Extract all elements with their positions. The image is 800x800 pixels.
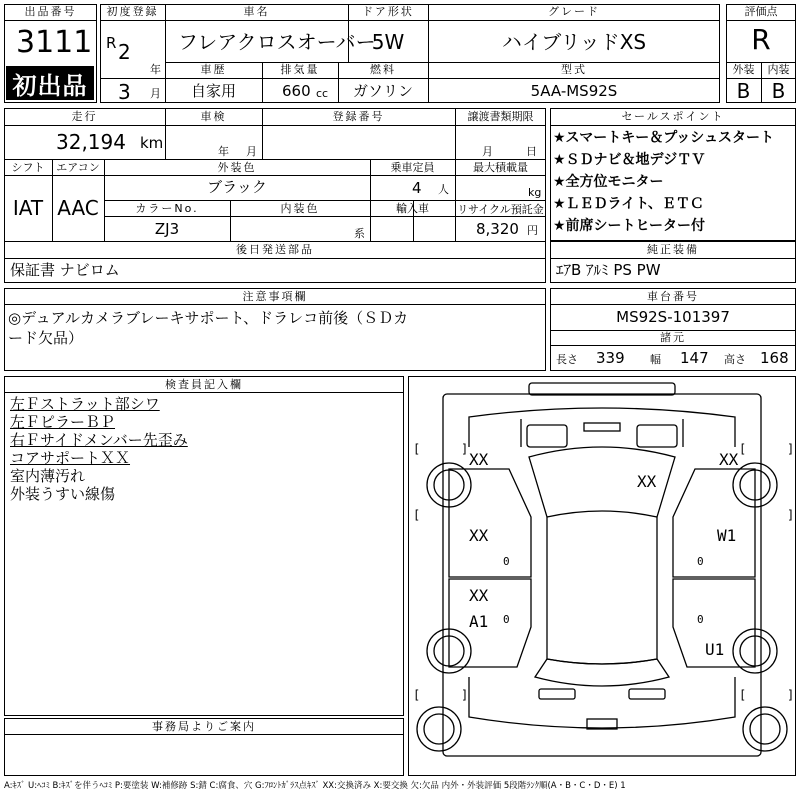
displacement-label: 排気量 — [280, 63, 320, 76]
inspector-note: 左ＦピラーＢＰ — [10, 413, 116, 431]
inspector-note: 外装うすい線傷 — [10, 485, 116, 503]
displacement-unit: cc — [316, 87, 329, 100]
inspector-note: 室内薄汚れ — [10, 467, 86, 485]
door-type: 5W — [371, 30, 405, 54]
inspector-label: 検査員記入欄 — [165, 378, 243, 391]
mileage-unit: km — [140, 134, 164, 152]
model-name: フレアクロスオーバー — [178, 30, 376, 54]
reg-month: 3 — [118, 80, 131, 104]
color-label: 外装色 — [217, 161, 257, 174]
bracket-left: [ — [413, 442, 421, 456]
inspector-note: 左Ｆストラット部シワ — [10, 395, 160, 413]
reg-month-unit: 月 — [150, 87, 161, 100]
damage-mark: XX — [469, 450, 489, 469]
damage-mark: XX — [637, 472, 657, 491]
zero-mark: 0 — [503, 555, 510, 568]
colorno-label: カラーNo. — [135, 202, 199, 215]
damage-mark: XX — [469, 526, 489, 545]
first-listing-badge: 初出品 — [6, 66, 94, 100]
inspector-note: 右Ｆサイドメンバー先歪み — [10, 431, 188, 449]
import-label: 輸入車 — [396, 202, 429, 215]
score-value: R — [751, 23, 771, 56]
lot-number: 3111 — [16, 25, 93, 60]
reg-label: 初度登録 — [106, 5, 159, 18]
lot-no-label: 出品番号 — [24, 5, 77, 18]
damage-diagram — [408, 376, 796, 776]
capacity-unit: 人 — [438, 183, 449, 196]
reg-year: 2 — [118, 40, 131, 64]
sales-item: ★スマートキー＆プッシュスタート — [553, 130, 775, 146]
chassis-label: 車台番号 — [647, 290, 699, 303]
capacity-value: 4 — [412, 179, 422, 197]
dims-label: 諸元 — [660, 331, 686, 344]
mileage-value: 32,194 — [56, 130, 126, 154]
maxload-label: 最大積載量 — [473, 161, 528, 174]
mileage-label: 走行 — [71, 110, 98, 123]
type-label: 型式 — [561, 63, 587, 76]
length-value: 339 — [596, 349, 625, 367]
shift-label: シフト — [11, 161, 45, 174]
length-label: 長さ — [556, 353, 578, 366]
damage-mark: U1 — [705, 640, 725, 659]
sales-item: ★ＳＤナビ＆地デジＴＶ — [553, 152, 706, 168]
capacity-label: 乗車定員 — [390, 161, 435, 174]
bracket-left: [ — [739, 688, 747, 702]
inspection-month: 月 — [246, 145, 257, 158]
history-value: 自家用 — [190, 82, 236, 100]
damage-mark: A1 — [469, 612, 489, 631]
inspector-note: コアサポートＸＸ — [10, 449, 131, 467]
width-label: 幅 — [650, 353, 661, 366]
colorno-value: ZJ3 — [154, 220, 180, 238]
legend-footer: A:ｷｽﾞ U:ﾍｺﾐ B:ｷｽﾞを伴うﾍｺﾐ P:要塗装 W:補修跡 S:錆 C:腐食、穴 G:ﾌﾛﾝﾄｶﾞﾗｽ点ｷｽﾞ XX:交換済み X:要交換 欠:欠品 内外・外装評価 5段階ﾗﾝｸ順(A・B・C・D・E) 1 — [4, 781, 626, 791]
recycle-unit: 円 — [527, 224, 538, 237]
transfer-month: 月 — [482, 145, 493, 158]
bracket-left: [ — [413, 688, 421, 702]
bracket-right: ] — [787, 442, 795, 456]
transfer-label: 譲渡書類期限 — [467, 110, 534, 123]
height-value: 168 — [760, 349, 789, 367]
equipment-value: ｴｱB ｱﾙﾐ PS PW — [556, 261, 661, 279]
ext-score: B — [736, 79, 751, 103]
plate-label: 登録番号 — [332, 110, 385, 123]
sales-item: ★前席シートヒーター付 — [553, 218, 705, 234]
damage-mark: XX — [469, 586, 489, 605]
inspection-label: 車検 — [200, 110, 227, 123]
caution-label: 注意事項欄 — [242, 290, 308, 303]
fuel-label: 燃料 — [370, 63, 396, 76]
reg-era: R — [106, 34, 117, 52]
shift-value: IAT — [12, 196, 44, 220]
width-value: 147 — [680, 349, 709, 367]
sales-item: ★全方位モニター — [553, 174, 664, 190]
damage-mark: XX — [719, 450, 739, 469]
interior-unit: 系 — [354, 227, 365, 240]
inspection-year: 年 — [218, 145, 229, 158]
recycle-value: 8,320 — [476, 220, 519, 238]
model-label: 車名 — [243, 5, 270, 18]
maxload-unit: kg — [528, 186, 542, 199]
interior-label: 内装色 — [280, 202, 320, 215]
bracket-right: ] — [461, 688, 469, 702]
bracket-right: ] — [787, 508, 795, 522]
caution-line: ◎デュアルカメラブレーキサポート、ドラレコ前後（ＳＤカ — [8, 309, 409, 327]
later-parts-value: 保証書 ナビロム — [10, 261, 120, 279]
grade-value: ハイブリッドXS — [501, 30, 647, 54]
type-value: 5AA-MS92S — [530, 82, 618, 100]
caution-line: ード欠品） — [8, 329, 84, 347]
zero-mark: 0 — [697, 613, 704, 626]
office-label: 事務局よりご案内 — [152, 720, 256, 733]
ext-label: 外装 — [732, 63, 755, 76]
damage-mark: W1 — [717, 526, 737, 545]
recycle-label: リサイクル預託金 — [457, 203, 544, 216]
history-label: 車歴 — [200, 63, 227, 76]
chassis-number: MS92S-101397 — [616, 308, 730, 326]
int-label: 内装 — [767, 63, 790, 76]
sales-item: ★ＬＥＤライト、ＥＴＣ — [553, 196, 704, 212]
int-score: B — [771, 79, 786, 103]
color-value: ブラック — [207, 178, 267, 196]
displacement-value: 660 — [282, 82, 311, 100]
zero-mark: 0 — [503, 613, 510, 626]
bracket-right: ] — [461, 442, 469, 456]
score-label: 評価点 — [744, 5, 778, 18]
grade-label: グレード — [548, 5, 600, 18]
door-label: ドア形状 — [362, 5, 414, 18]
reg-year-unit: 年 — [150, 63, 161, 76]
height-label: 高さ — [724, 353, 746, 366]
equipment-label: 純正装備 — [647, 243, 699, 256]
fuel-value: ガソリン — [352, 82, 413, 100]
transfer-day: 日 — [526, 145, 537, 158]
later-parts-label: 後日発送部品 — [236, 243, 314, 256]
bracket-left: [ — [413, 508, 421, 522]
bracket-right: ] — [787, 688, 795, 702]
bracket-left: [ — [739, 442, 747, 456]
zero-mark: 0 — [697, 555, 704, 568]
car-outline-diagram — [409, 377, 795, 775]
sales-label: セールスポイント — [621, 110, 725, 123]
ac-label: エアコン — [56, 161, 100, 174]
ac-value: AAC — [57, 196, 99, 220]
